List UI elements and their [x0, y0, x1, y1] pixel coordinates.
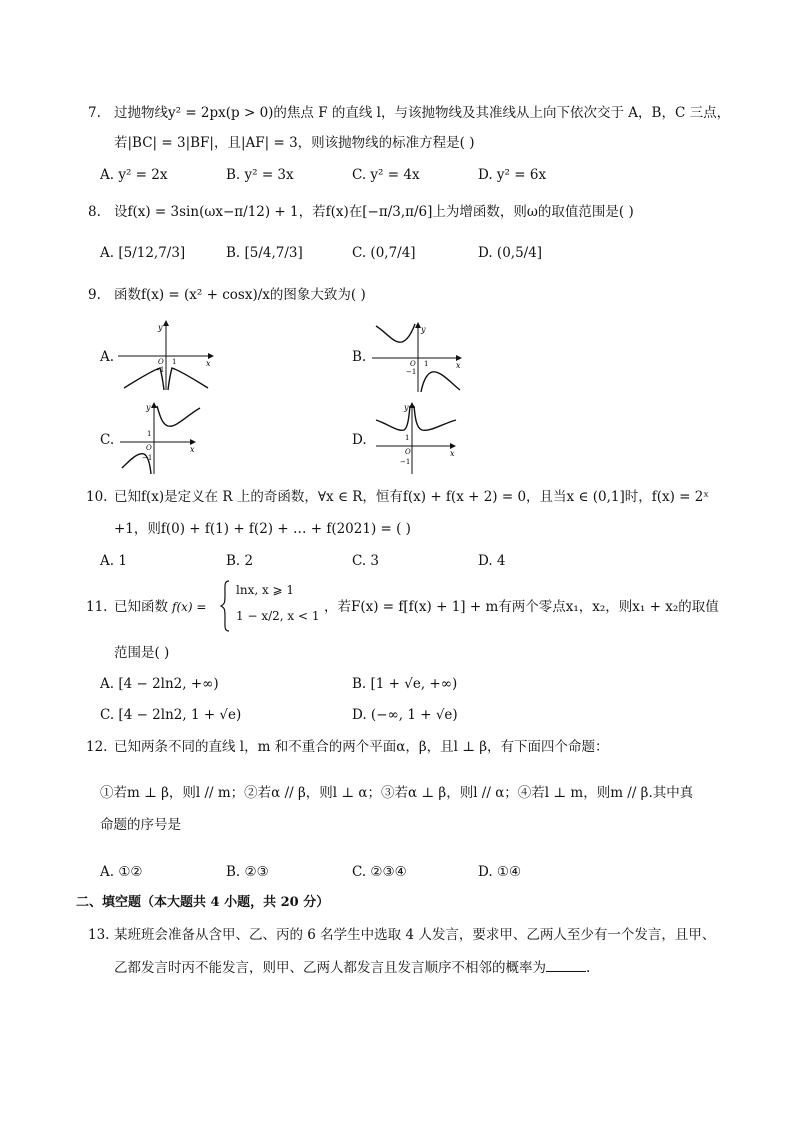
q7-option-d: D. y² = 6x	[478, 167, 547, 183]
q9-option-d: D.	[352, 432, 367, 448]
q9-graph-d-origin: O	[405, 448, 411, 456]
q9-graph-c-one: 1	[147, 430, 152, 438]
q9-graph-b-x-label: x	[456, 361, 461, 370]
q9-number: 9.	[88, 287, 101, 303]
q11-suffix: ，若F(x) = f[f(x) + 1] + m有两个零点x₁，x₂，则x₁ + x₂的取值	[324, 599, 719, 615]
answer-blank[interactable]	[546, 957, 586, 972]
q10-option-d: D. 4	[478, 553, 506, 569]
q8-option-a: A. [5/12,7/3]	[100, 245, 186, 261]
q13-number: 13.	[88, 927, 110, 943]
q9-graph-d	[376, 402, 472, 474]
q10-line1: 已知f(x)是定义在 R 上的奇函数，∀x ∈ R，恒有f(x) + f(x + 2) = 0，且当x ∈ (0,1]时，f(x) = 2ˣ	[114, 489, 710, 505]
q8-option-b: B. [5/4,7/3]	[226, 245, 303, 261]
q12-option-c: C. ②③④	[352, 864, 407, 880]
q13-line2: 乙都发言时丙不能发言，则甲、乙两人都发言且发言顺序不相邻的概率为	[114, 960, 546, 976]
q9-graph-a-neg-one: −1	[154, 366, 165, 374]
q9-option-c: C.	[100, 432, 115, 448]
q11-prefix: 已知函数	[114, 599, 168, 615]
q13-line2-end: .	[586, 960, 591, 976]
q10-line2: +1，则f(0) + f(1) + f(2) + … + f(2021) = ( )	[114, 521, 411, 537]
q7-option-a: A. y² = 2x	[100, 167, 168, 183]
q9-graph-c-neg-one: −1	[142, 454, 153, 462]
q9-graph-b-one: 1	[424, 360, 429, 368]
q12-option-a: A. ①②	[100, 864, 143, 880]
q12-option-d: D. ①④	[478, 864, 522, 880]
q12-option-b: B. ②③	[226, 864, 269, 880]
q10-option-a: A. 1	[100, 553, 127, 569]
q7-option-c: C. y² = 4x	[352, 167, 420, 183]
q10-number: 10.	[86, 489, 108, 505]
q9-graph-d-y-label: y	[404, 403, 409, 412]
q11-case2: 1 − x/2, x < 1	[236, 609, 320, 623]
q11-fx: f(x) =	[172, 600, 207, 614]
q11-option-d: D. (−∞, 1 + √e)	[352, 707, 458, 723]
q9-graph-a-x-label: x	[206, 359, 211, 368]
q9-graph-c-origin: O	[146, 444, 152, 452]
q13-line1: 某班班会准备从含甲、乙、丙的 6 名学生中选取 4 人发言，要求甲、乙两人至少有一个发言，且甲、	[114, 927, 716, 943]
q10-option-c: C. 3	[352, 553, 380, 569]
q9-graph-c-y-label: y	[146, 403, 151, 412]
q11-case1: lnx, x ⩾ 1	[236, 583, 295, 597]
q9-graph-c	[120, 402, 216, 474]
q9-graph-a-origin: O	[158, 358, 164, 366]
q9-graph-b-neg-one: −1	[406, 368, 417, 376]
q9-graph-a-y-label: y	[158, 323, 163, 332]
q8-number: 8.	[88, 204, 101, 220]
q11-option-b: B. [1 + √e, +∞)	[352, 676, 458, 692]
q9-graph-d-neg-one: −1	[400, 458, 411, 466]
q9-graph-d-x-label: x	[450, 449, 455, 458]
q11-piecewise-brace	[220, 580, 230, 632]
q8-line1: 设f(x) = 3sin(ωx−π/12) + 1，若f(x)在[−π/3,π/6]上为增函数，则ω的取值范围是( )	[114, 204, 634, 220]
q9-option-b: B.	[352, 349, 367, 365]
q10-option-b: B. 2	[226, 553, 254, 569]
q11-option-c: C. [4 − 2ln2, 1 + √e)	[100, 707, 242, 723]
q9-graph-b	[372, 322, 468, 394]
q9-graph-d-one: 1	[405, 434, 410, 442]
q8-option-d: D. (0,5/4]	[478, 245, 543, 261]
q7-line2: 若|BC| = 3|BF|，且|AF| = 3，则该抛物线的标准方程是( )	[114, 135, 475, 151]
q11-line2: 范围是( )	[114, 645, 170, 661]
q9-graph-b-y-label: y	[421, 325, 426, 334]
q9-option-a: A.	[100, 349, 115, 365]
q8-option-c: C. (0,7/4]	[352, 245, 416, 261]
q11-option-a: A. [4 − 2ln2, +∞)	[100, 676, 219, 692]
q11-number: 11.	[86, 599, 108, 615]
q9-graph-b-origin: O	[410, 360, 416, 368]
q13-line2-wrap	[114, 957, 590, 978]
q9-graph-c-x-label: x	[190, 445, 195, 454]
q7-number: 7.	[88, 105, 101, 121]
q12-line2: ①若m ⊥ β，则l // m；②若α // β，则l ⊥ α；③若α ⊥ β，则l // α；④若l ⊥ m，则m // β.其中真	[100, 785, 694, 801]
q9-line1: 函数f(x) = (x² + cosx)/x的图象大致为( )	[114, 287, 366, 303]
q12-line3: 命题的序号是	[100, 817, 181, 833]
section-2-title: 二、填空题（本大题共 4 小题，共 20 分）	[76, 895, 330, 910]
q9-graph-a-one: 1	[172, 358, 177, 366]
q12-line1: 已知两条不同的直线 l，m 和不重合的两个平面α，β，且l ⊥ β，有下面四个命题：	[114, 739, 609, 755]
q12-number: 12.	[86, 739, 108, 755]
q9-graph-a	[118, 320, 214, 392]
q7-option-b: B. y² = 3x	[226, 167, 294, 183]
q7-line1: 过抛物线y² = 2px(p > 0)的焦点 F 的直线 l，与该抛物线及其准线从上向下依次交于 A，B，C 三点，	[114, 105, 731, 121]
